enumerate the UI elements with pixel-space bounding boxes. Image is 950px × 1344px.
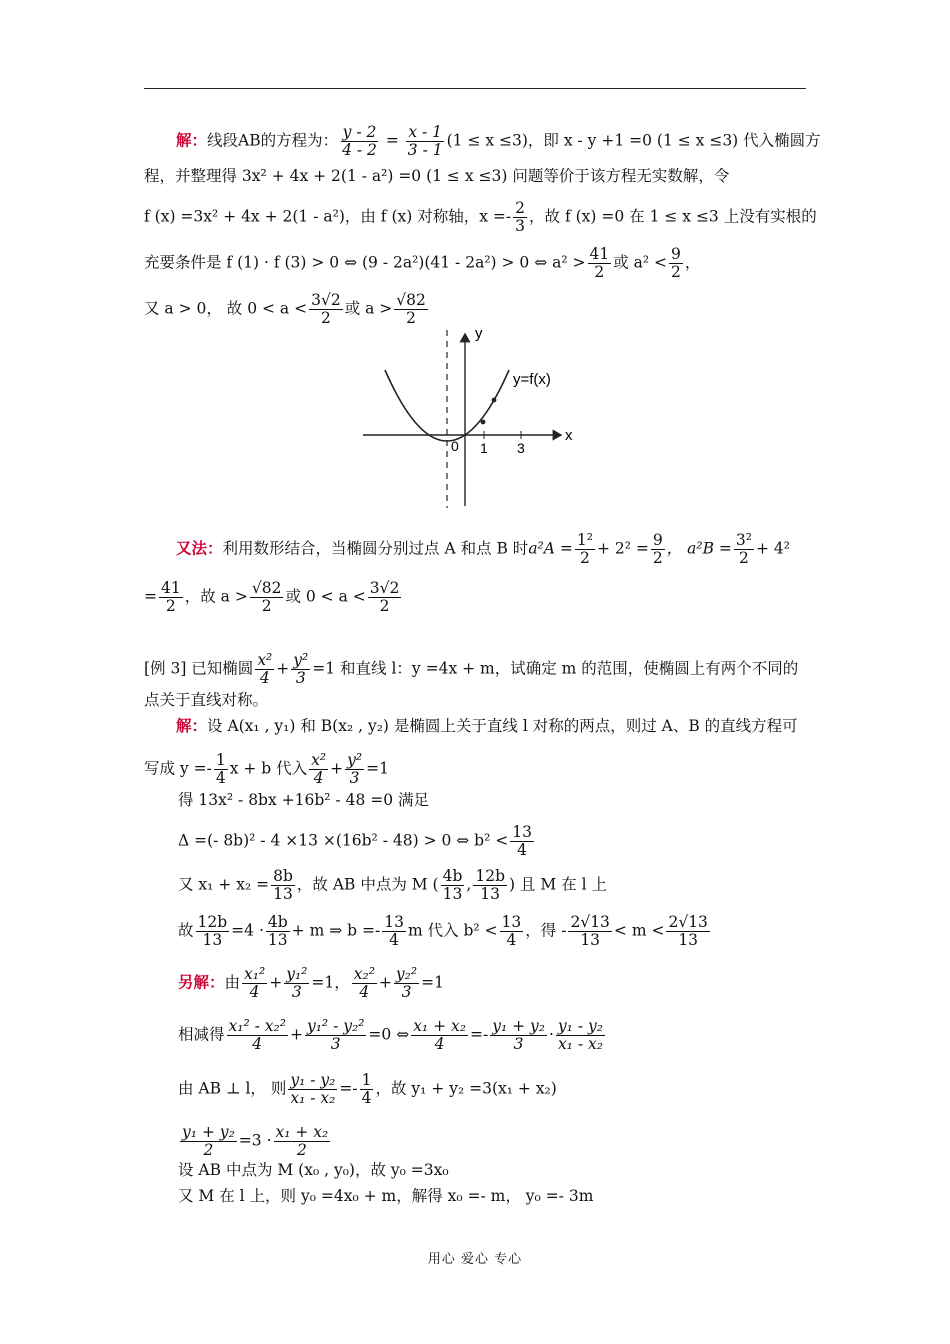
fraction: $\frac{\text{1²}}{2}$ [576, 531, 593, 567]
fraction: $\frac{\text{x₂²}}{4}$ [353, 965, 375, 1001]
tick-1-label: 1 [480, 440, 488, 456]
alt3-line-2: 相减得 $\frac{\text{x₁² - x₂²}}{4}$ + $\frac{\text{y₁² - y₂²}}{3}$ =0 ⇔ $\frac{\text{x₁ + x₂}}{4}$ =- $\frac{\text{y₁ + y₂}}{3}$ · $\frac{\text{y₁ - y₂}}{\text{x₁ - x₂}}$ [178, 1017, 603, 1053]
alt1-line-2: = $\frac{41}{2}$ ，故 a > $\frac{√82}{2}$ 或 0 < a < $\frac{3√2}{2}$ [144, 579, 400, 615]
alt1-line-1: 又法：利用数形结合，当椭圆分别过点 A 和点 B 时a²A = $\frac{\text{1²}}{2}$ + 2² = $\frac{9}{2}$ ， a²B = $\frac{\text{3²}}{2}$ + 4² [176, 531, 790, 567]
alt3-line-4: $\frac{\text{y₁ + y₂}}{2}$ =3 · $\frac{\text{x₁ + x₂}}{2}$ [182, 1123, 329, 1159]
fraction: $\frac{12b}{13}$ [197, 913, 228, 949]
fraction: $\frac{\text{x₁ + x₂}}{4}$ [413, 1017, 466, 1053]
function-graph [355, 322, 595, 512]
header-rule [144, 88, 806, 89]
sol3-line-2: 写成 y =- $\frac{1}{4}$ x + b 代入 $\frac{\text{x²}}{4}$ + $\frac{\text{y²}}{3}$ =1 [144, 751, 389, 787]
fraction: $\frac{\text{y₁ - y₂}}{\text{x₁ - x₂}}$ [290, 1071, 336, 1107]
fraction: $\frac{4b}{13}$ [442, 867, 463, 903]
fraction: $\frac{4b}{13}$ [267, 913, 288, 949]
tick-3-label: 3 [517, 440, 525, 456]
y-axis-label: y [475, 325, 483, 342]
sol3-line-3: 得 13x² - 8bx +16b² - 48 =0 满足 [178, 791, 430, 809]
fraction: $\frac{\text{x₁² - x₂²}}{4}$ [228, 1017, 286, 1053]
sol1-line-2: 程，并整理得 3x² + 4x + 2(1 - a²) =0 (1 ≤ x ≤3) 问题等价于该方程无实数解，令 [144, 167, 730, 185]
alt3-line-5: 设 AB 中点为 M (x₀ , y₀)，故 y₀ =3x₀ [178, 1161, 449, 1179]
fraction: $\frac{\text{x²}}{4}$ [257, 651, 273, 687]
ex3-line-1: [例 3] 已知椭圆 $\frac{\text{x²}}{4}$ + $\frac{\text{y²}}{3}$ =1 和直线 l：y =4x + m，试确定 m 的范围，使椭圆上有两个不同的 [144, 651, 799, 687]
x-axis-label: x [565, 427, 573, 444]
fraction: $\frac{2}{3}$ [515, 199, 526, 235]
fraction: $\frac{\text{y²}}{3}$ [347, 751, 363, 787]
fraction: $\frac{3√2}{2}$ [311, 291, 341, 327]
origin-label: 0 [451, 438, 459, 454]
fraction: $\frac{\text{y₂²}}{3}$ [395, 965, 418, 1001]
alt3-line-6: 又 M 在 l 上，则 y₀ =4x₀ + m，解得 x₀ =- m， y₀ =- 3m [178, 1187, 594, 1205]
fraction: $\frac{\text{y₁ + y₂}}{2}$ [182, 1123, 235, 1159]
fraction: $\frac{9}{2}$ [671, 245, 681, 281]
fraction: $\frac{2√13}{13}$ [668, 913, 708, 949]
fraction: $\frac{1}{4}$ [215, 751, 226, 787]
fraction: $\frac{√82}{2}$ [396, 291, 426, 327]
alt3-line-3: 由 AB ⊥ l， 则 $\frac{\text{y₁ - y₂}}{\text{x₁ - x₂}}$ =- $\frac{1}{4}$ ，故 y₁ + y₂ =3(x₁ + x₂) [178, 1071, 557, 1107]
fraction: $\frac{\text{y₁²}}{3}$ [286, 965, 308, 1001]
fraction: $\frac{13}{4}$ [501, 913, 522, 949]
fraction: $\frac{x - 1}{3 - 1}$ [407, 123, 443, 159]
fraction: $\frac{1}{4}$ [361, 1071, 372, 1107]
ex3-line-2: 点关于直线对称。 [144, 691, 269, 709]
fraction: $\frac{\text{3²}}{2}$ [735, 531, 752, 567]
fraction: $\frac{12b}{13}$ [475, 867, 505, 903]
sol3-line-1: 解：设 A(x₁ , y₁) 和 B(x₂ , y₂) 是椭圆上关于直线 l 对称的两点，则过 A、B 的直线方程可 [176, 716, 798, 735]
fraction: $\frac{\text{y₁² - y₂²}}{3}$ [306, 1017, 365, 1053]
point-a [481, 420, 486, 425]
sol1-label: 解： [176, 130, 208, 150]
page-footer: 用心 爱心 专心 [427, 1252, 523, 1267]
alt1-label: 又法： [176, 538, 223, 558]
sol1-line-1: 解：线段AB的方程为： $\frac{y - 2}{4 - 2}$ = $\frac{x - 1}{3 - 1}$ (1 ≤ x ≤3)，即 x - y +1 =0 (1 ≤ x ≤3) 代入椭圆方 [176, 123, 821, 159]
alt3-label: 另解： [178, 972, 225, 992]
sol3-line-6: 故 $\frac{12b}{13}$ =4 · $\frac{4b}{13}$ + m ⇒ b =- $\frac{13}{4}$ m 代入 b² < $\frac{13}{4}$ ，得 - $\frac{2√13}{13}$ < m < $\frac{2√13}{13}$ [178, 913, 708, 949]
fraction: $\frac{2√13}{13}$ [570, 913, 610, 949]
curve-label: y=f(x) [513, 371, 551, 388]
point-b [492, 398, 497, 403]
sol1-line-5: 又 a > 0， 故 0 < a < $\frac{3√2}{2}$ 或 a > $\frac{√82}{2}$ [144, 291, 426, 327]
sol1-line-4: 充要条件是 f (1) · f (3) > 0 ⇔ (9 - 2a²)(41 - 2a²) > 0 ⇔ a² > $\frac{41}{2}$ 或 a² < $\frac{9}{2}$ ， [144, 245, 701, 281]
fraction: $\frac{\text{x₁ + x₂}}{2}$ [275, 1123, 329, 1159]
sol1-line-3: f (x) =3x² + 4x + 2(1 - a²)，由 f (x) 对称轴，x =- $\frac{2}{3}$ ，故 f (x) =0 在 1 ≤ x ≤3 上没有实根的 [144, 199, 817, 235]
fraction: $\frac{\text{y²}}{3}$ [293, 651, 309, 687]
sol3-line-4: Δ =(- 8b)² - 4 ×13 ×(16b² - 48) > 0 ⇔ b² < $\frac{13}{4}$ [178, 823, 532, 859]
alt3-line-1: 另解：由 $\frac{\text{x₁²}}{4}$ + $\frac{\text{y₁²}}{3}$ =1， $\frac{\text{x₂²}}{4}$ + $\frac{\text{y₂²}}{3}$ =1 [178, 965, 444, 1001]
fraction: $\frac{8b}{13}$ [273, 867, 293, 903]
fraction: $\frac{\text{y₁ - y₂}}{\text{x₁ - x₂}}$ [557, 1017, 603, 1053]
sol3-label: 解： [176, 716, 208, 735]
fraction: $\frac{13}{4}$ [512, 823, 532, 859]
fraction: $\frac{13}{4}$ [384, 913, 404, 949]
fraction: $\frac{√82}{2}$ [251, 579, 282, 615]
fraction: $\frac{9}{2}$ [652, 531, 663, 567]
fraction: $\frac{41}{2}$ [161, 579, 181, 615]
fraction: $\frac{y - 2}{4 - 2}$ [342, 123, 377, 159]
fraction: $\frac{\text{x₁²}}{4}$ [244, 965, 266, 1001]
fraction: $\frac{3√2}{2}$ [369, 579, 400, 615]
fraction: $\frac{\text{x²}}{4}$ [311, 751, 327, 787]
sol3-line-5: 又 x₁ + x₂ = $\frac{8b}{13}$ ，故 AB 中点为 M ( $\frac{4b}{13}$ , $\frac{12b}{13}$ ) 且 M 在 l 上 [178, 867, 608, 903]
fraction: $\frac{\text{y₁ + y₂}}{3}$ [492, 1017, 545, 1053]
fraction: $\frac{41}{2}$ [589, 245, 610, 281]
